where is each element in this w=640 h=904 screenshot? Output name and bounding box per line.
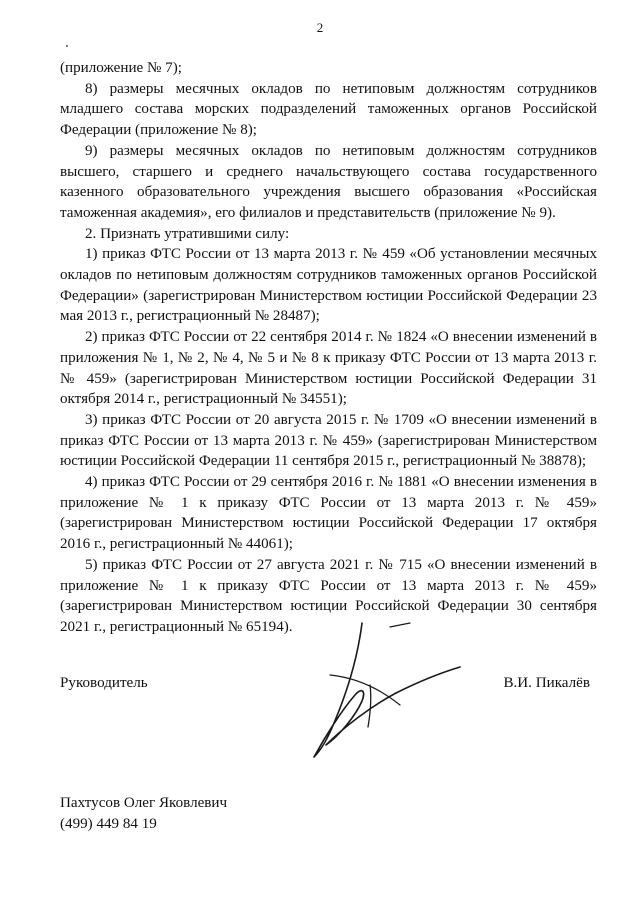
- scan-speck: [66, 45, 68, 47]
- paragraph: 2. Признать утратившими силу:: [85, 225, 290, 242]
- paragraph: 4) приказ ФТС России от 29 сентября 2016 г. № 1881 «О внесении изменения в приложение № 1 к приказу ФТС России от 13 марта 2013 г. № 459» (зарегистрирован Министерством юстиции Российской Федерации 17 октября 2016 г., регистрационный № 44061);: [60, 474, 597, 553]
- paragraph: 5) приказ ФТС России от 27 августа 2021 г. № 715 «О внесении изменений в приложение № 1 к приказу ФТС России от 13 марта 2013 г. № 459» (зарегистрирован Министерством юстиции Российской Федерации 30 сентября 2021 г., регистрационный № 65194).: [60, 556, 597, 635]
- signatory-title: Руководитель: [60, 675, 148, 691]
- contact-name: Пахтусов Олег Яковлевич: [60, 795, 228, 811]
- signatory-name: В.И. Пикалёв: [503, 675, 590, 691]
- paragraph: 2) приказ ФТС России от 22 сентября 2014 г. № 1824 «О внесении изменений в приложения № 1, № 2, № 4, № 5 и № 8 к приказу ФТС России от 13 марта 2013 г. № 459» (зарегистрирован Министерством юстиции Российской Федерации 31 октября 2014 г., регистрационный № 34551);: [60, 329, 597, 408]
- handwritten-signature-icon: [300, 615, 470, 765]
- contact-phone: (499) 449 84 19: [60, 816, 157, 832]
- paragraph: 9) размеры месячных окладов по нетиповым должностям сотрудников высшего, старшего и среднего начальствующего состава государственного казенного образовательного учреждения высшего образования «Российская таможенная академия», его филиалов и представительств (приложение № 9).: [60, 142, 597, 221]
- paragraph: 8) размеры месячных окладов по нетиповым должностям сотрудников младшего состава морских подразделений таможенных органов Российской Федерации (приложение № 8);: [60, 80, 597, 139]
- contact-block: [60, 793, 227, 835]
- paragraph: 1) приказ ФТС России от 13 марта 2013 г. № 459 «Об установлении месячных окладов по нетиповым должностям сотрудников таможенных органов Российской Федерации» (зарегистрирован Министерством юстиции Российской Федерации 23 мая 2013 г., регистрационный № 28487);: [60, 246, 597, 325]
- page-number: 2: [316, 20, 324, 35]
- paragraph: 3) приказ ФТС России от 20 августа 2015 г. № 1709 «О внесении изменений в приказ ФТС России от 13 марта 2013 г. № 459» (зарегистрирован Министерством юстиции Российской Федерации 11 сентября 2015 г., регистрационный № 38878);: [60, 411, 597, 470]
- document-body: [60, 58, 597, 638]
- paragraph: (приложение № 7);: [60, 60, 182, 76]
